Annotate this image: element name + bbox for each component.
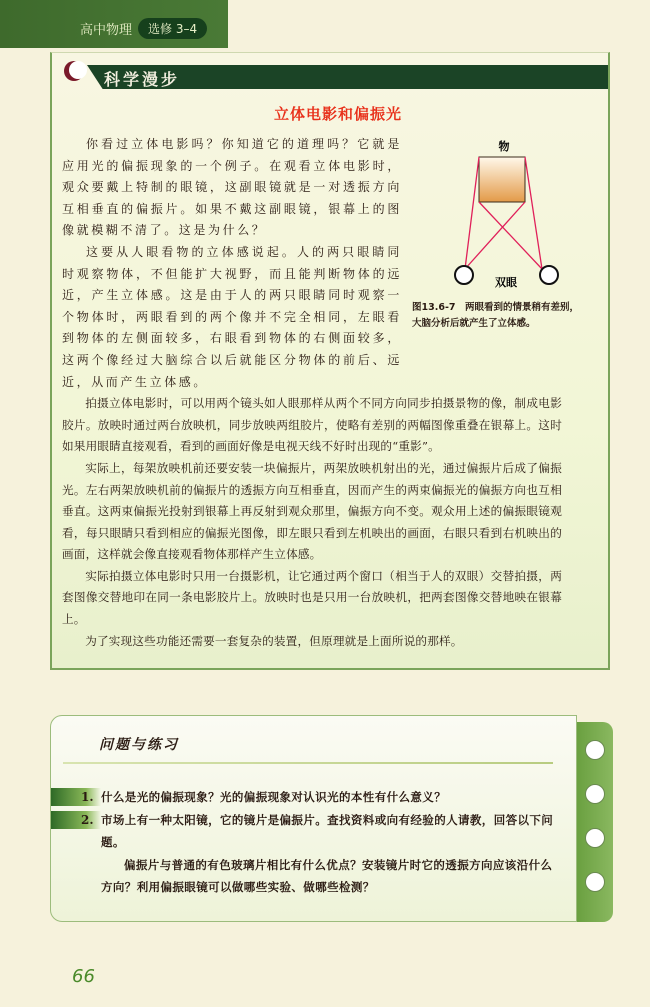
caption-line: 大脑分析后就产生了立体感。: [412, 318, 536, 329]
moon-icon-highlight: [69, 61, 87, 79]
binder-hole-icon: [585, 872, 605, 892]
subject-label: 高中物理: [80, 22, 133, 38]
body-bottom: [62, 393, 562, 652]
paragraph: 为了实现这些功能还需要一套复杂的装置，但原理就是上面所说的那样。: [85, 633, 463, 648]
question-number: 1.: [51, 788, 101, 806]
exercises-section: [50, 715, 577, 922]
question-subtext: 偏振片与普通的有色玻璃片相比有什么优点？安装镜片时它的透振方向应该沿什么方向？利用偏振眼镜可以做哪些实验、做哪些检测？: [101, 857, 553, 895]
exercises-box: [50, 715, 577, 922]
header-band: [0, 0, 228, 48]
binder-hole-icon: [585, 740, 605, 760]
divider: [63, 762, 553, 764]
figure: [412, 134, 602, 332]
object-label: 物: [498, 140, 510, 153]
question-text: 市场上有一种太阳镜，它的镜片是偏振片。查找资料或向有经验的人请教，回答以下问题。: [101, 812, 554, 850]
page-number: 66: [72, 965, 95, 987]
question-row: [51, 786, 554, 809]
caption-line: 图13.6-7 两眼看到的情景稍有差别，: [412, 302, 579, 313]
article-title: 立体电影和偏振光: [274, 105, 403, 123]
paragraph: 你看过立体电影吗？你知道它的道理吗？它就是应用光的偏振现象的一个例子。在观看立体电影时，观众要戴上特制的眼镜，这副眼镜就是一对透振方向互相垂直的偏振片。如果不戴这副眼镜，银幕上的图像就模糊不清了。这是为什么？: [62, 137, 402, 238]
question-row: [51, 809, 554, 854]
question-text: 什么是光的偏振现象？光的偏振现象对认识光的本性有什么意义？: [101, 790, 447, 805]
top-section: [62, 134, 596, 393]
left-eye-icon: [455, 266, 473, 284]
section-label: 科学漫步: [104, 70, 181, 89]
question-number: 2.: [51, 811, 101, 829]
paragraph: 拍摄立体电影时，可以用两个镜头如人眼那样从两个不同方向同步拍摄景物的像，制成电影胶片。放映时通过两台放映机，同步放映两组胶片，使略有差别的两幅图像重叠在银幕上。这时如果用眼睛直接观看，看到的画面好像是电视天线不好时出现的“重影”。: [62, 396, 562, 454]
section-header: [62, 63, 596, 89]
binder-hole-icon: [585, 828, 605, 848]
paragraph: 实际拍摄立体电影时只用一台摄影机，让它通过两个窗口（相当于人的双眼）交替拍摄，两套图像交替地印在同一条电影胶片上。放映时也是只用一台放映机，把两套图像交替地映在银幕上。: [62, 568, 562, 627]
body-top: [62, 134, 402, 393]
figure-caption: [412, 300, 600, 332]
paragraph: 实际上，每架放映机前还要安装一块偏振片，两架放映机射出的光，通过偏振片后成了偏振光。左右两架放映机前的偏振片的透振方向互相垂直，因而产生的两束偏振光的偏振方向也互相垂直。这两束偏振光投射到银幕上再反射到观众那里，偏振方向不变。观众用上述的偏振眼镜观看，每只眼睛只看到相应的偏振光图像，即左眼只看到左机映出的画面，右眼只看到右机映出的画面，这样就会像直接观看物体那样产生立体感。: [62, 460, 562, 562]
right-eye-icon: [540, 266, 558, 284]
eyes-label: 双眼: [495, 276, 517, 289]
object-box: [479, 157, 525, 202]
binder-tab: [577, 722, 613, 922]
paragraph: 这要从人眼看物的立体感说起。人的两只眼睛同时观察物体，不但能扩大视野，而且能判断物体的远近，产生立体感。这是由于人的两只眼睛同时观察一个物体时，两眼看到的两个像并不完全相同，左眼看到物体的左侧面较多，右眼看到物体的右侧面较多，这两个像经过大脑综合以后就能区分物体的前后、远近，从而产生立体感。: [62, 244, 402, 389]
exercises-heading: 问题与练习: [99, 737, 179, 754]
module-badge: 选修 3–4: [138, 18, 207, 39]
binder-hole-icon: [585, 784, 605, 804]
science-walk-box: [50, 52, 610, 670]
stereo-vision-diagram: [412, 134, 592, 294]
